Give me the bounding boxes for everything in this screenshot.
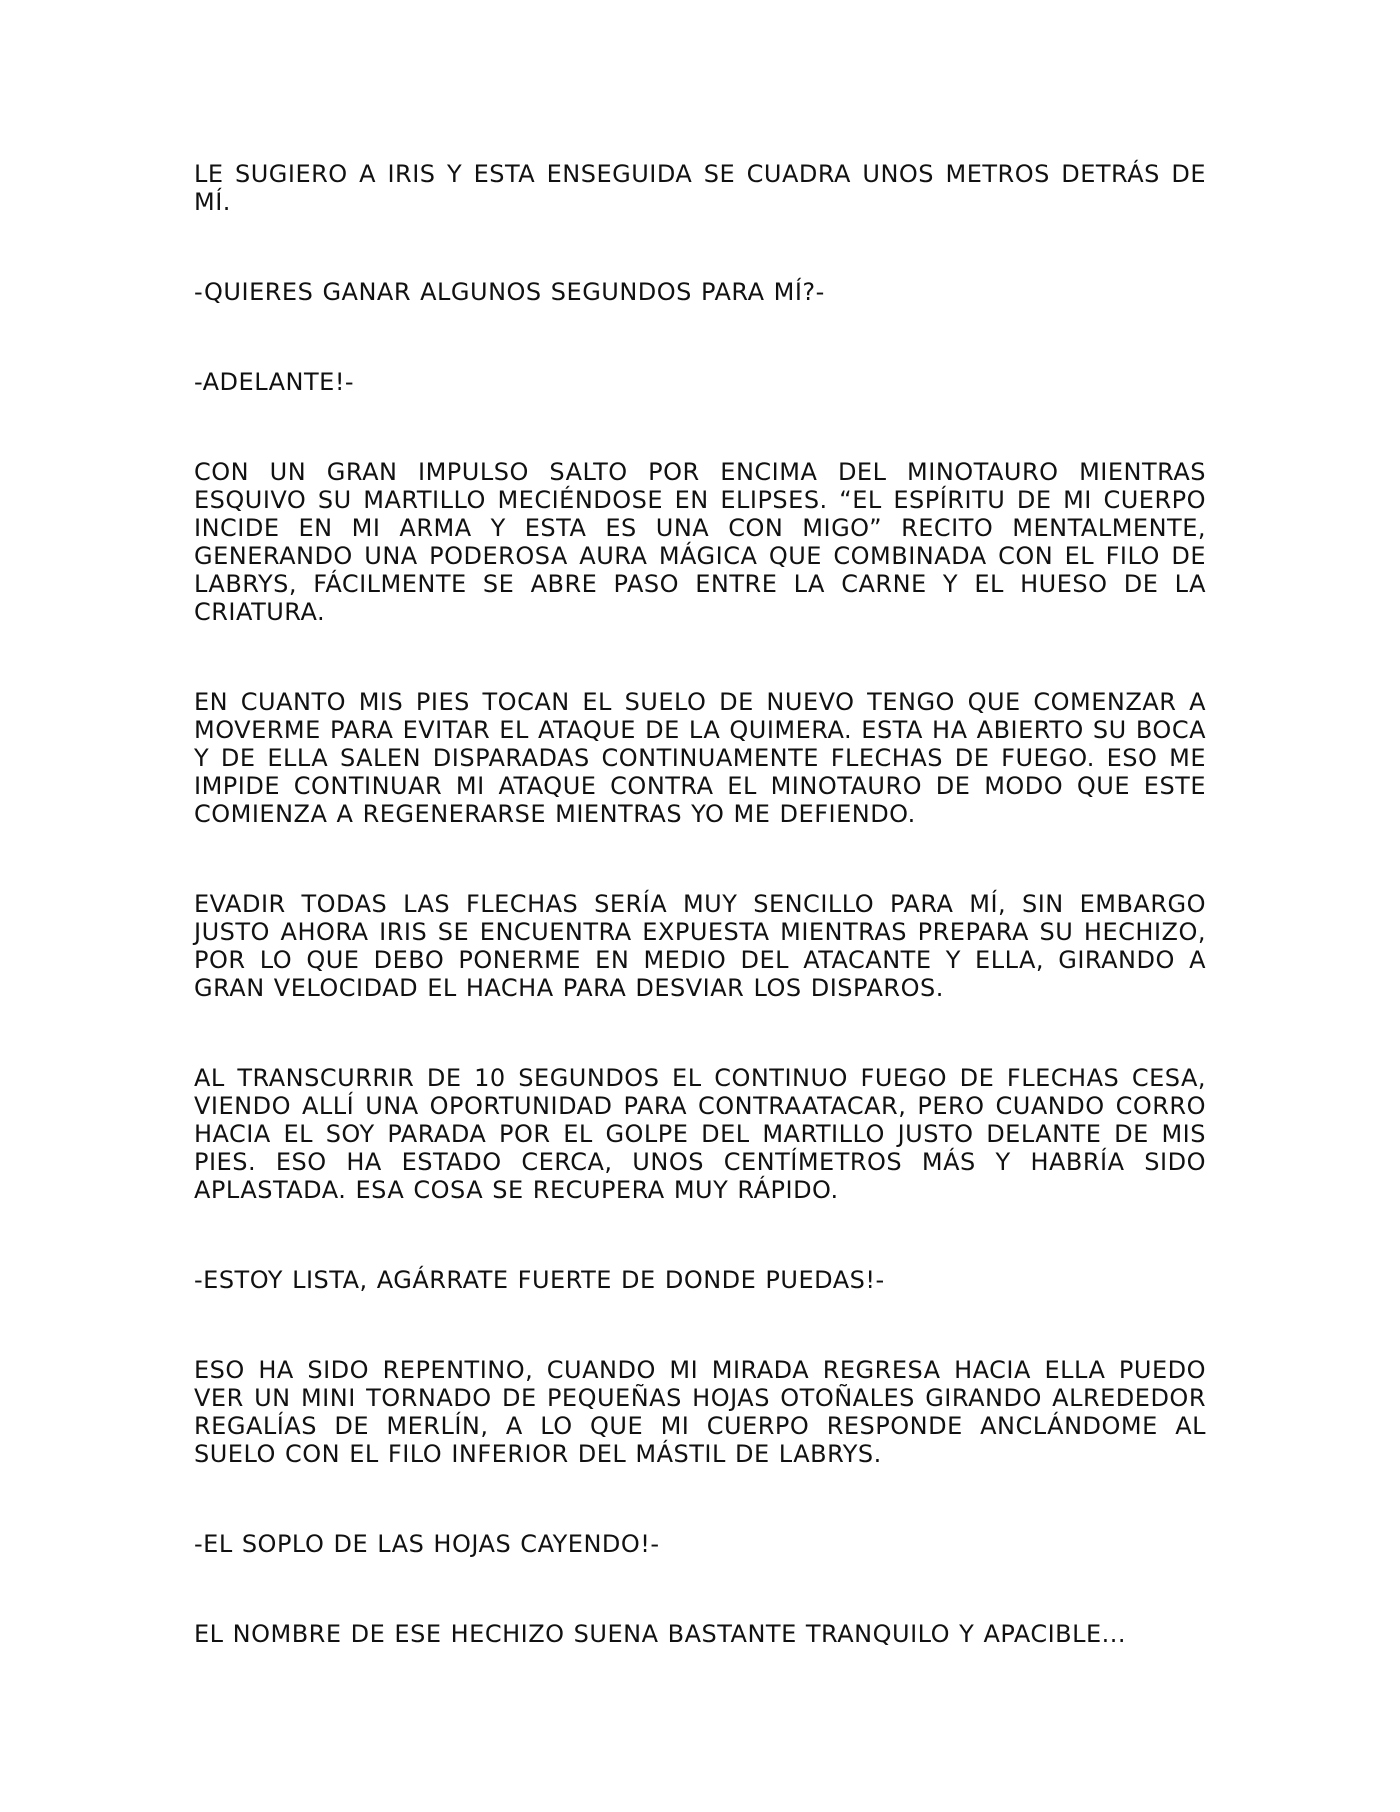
- paragraph: ESO HA SIDO REPENTINO, CUANDO MI MIRADA REGRESA HACIA ELLA PUEDO VER UN MINI TORNADO DE PEQUEÑAS HOJAS OTOÑALES GIRANDO ALREDEDOR REGALÍAS DE MERLÍN, A LO QUE MI CUERPO RESPONDE ANCLÁNDOME AL SUELO CON EL FILO INFERIOR DEL MÁSTIL DE LABRYS.: [194, 1356, 1206, 1468]
- paragraph-spacer: [194, 216, 1206, 278]
- dialogue-line: -ADELANTE!-: [194, 368, 355, 396]
- paragraph-spacer: [194, 1468, 1206, 1530]
- paragraph: CON UN GRAN IMPULSO SALTO POR ENCIMA DEL MINOTAURO MIENTRAS ESQUIVO SU MARTILLO MECIÉNDOSE EN ELIPSES. “EL ESPÍRITU DE MI CUERPO INCIDE EN MI ARMA Y ESTA ES UNA CON MIGO” RECITO MENTALMENTE, GENERANDO UNA PODEROSA AURA MÁGICA QUE COMBINADA CON EL FILO DE LABRYS, FÁCILMENTE SE ABRE PASO ENTRE LA CARNE Y EL HUESO DE LA CRIATURA.: [194, 458, 1206, 626]
- paragraph-spacer: [194, 1002, 1206, 1064]
- paragraph-spacer: [194, 1294, 1206, 1356]
- dialogue-line: -EL SOPLO DE LAS HOJAS CAYENDO!-: [194, 1530, 660, 1558]
- paragraph-spacer: [194, 1204, 1206, 1266]
- dialogue-line: EL NOMBRE DE ESE HECHIZO SUENA BASTANTE TRANQUILO Y APACIBLE...: [194, 1620, 1127, 1648]
- paragraph: LE SUGIERO A IRIS Y ESTA ENSEGUIDA SE CUADRA UNOS METROS DETRÁS DE MÍ.: [194, 160, 1206, 216]
- document-page: [194, 160, 1206, 1648]
- dialogue-line: -ESTOY LISTA, AGÁRRATE FUERTE DE DONDE PUEDAS!-: [194, 1266, 885, 1294]
- paragraph: AL TRANSCURRIR DE 10 SEGUNDOS EL CONTINUO FUEGO DE FLECHAS CESA, VIENDO ALLÍ UNA OPORTUNIDAD PARA CONTRAATACAR, PERO CUANDO CORRO HACIA EL SOY PARADA POR EL GOLPE DEL MARTILLO JUSTO DELANTE DE MIS PIES. ESO HA ESTADO CERCA, UNOS CENTÍMETROS MÁS Y HABRÍA SIDO APLASTADA. ESA COSA SE RECUPERA MUY RÁPIDO.: [194, 1064, 1206, 1204]
- dialogue-line: -QUIERES GANAR ALGUNOS SEGUNDOS PARA MÍ?-: [194, 278, 825, 306]
- paragraph-spacer: [194, 1558, 1206, 1620]
- paragraph-spacer: [194, 626, 1206, 688]
- paragraph-spacer: [194, 396, 1206, 458]
- paragraph: EVADIR TODAS LAS FLECHAS SERÍA MUY SENCILLO PARA MÍ, SIN EMBARGO JUSTO AHORA IRIS SE ENCUENTRA EXPUESTA MIENTRAS PREPARA SU HECHIZO, POR LO QUE DEBO PONERME EN MEDIO DEL ATACANTE Y ELLA, GIRANDO A GRAN VELOCIDAD EL HACHA PARA DESVIAR LOS DISPAROS.: [194, 890, 1206, 1002]
- paragraph-spacer: [194, 828, 1206, 890]
- paragraph-spacer: [194, 306, 1206, 368]
- paragraph: EN CUANTO MIS PIES TOCAN EL SUELO DE NUEVO TENGO QUE COMENZAR A MOVERME PARA EVITAR EL ATAQUE DE LA QUIMERA. ESTA HA ABIERTO SU BOCA Y DE ELLA SALEN DISPARADAS CONTINUAMENTE FLECHAS DE FUEGO. ESO ME IMPIDE CONTINUAR MI ATAQUE CONTRA EL MINOTAURO DE MODO QUE ESTE COMIENZA A REGENERARSE MIENTRAS YO ME DEFIENDO.: [194, 688, 1206, 828]
